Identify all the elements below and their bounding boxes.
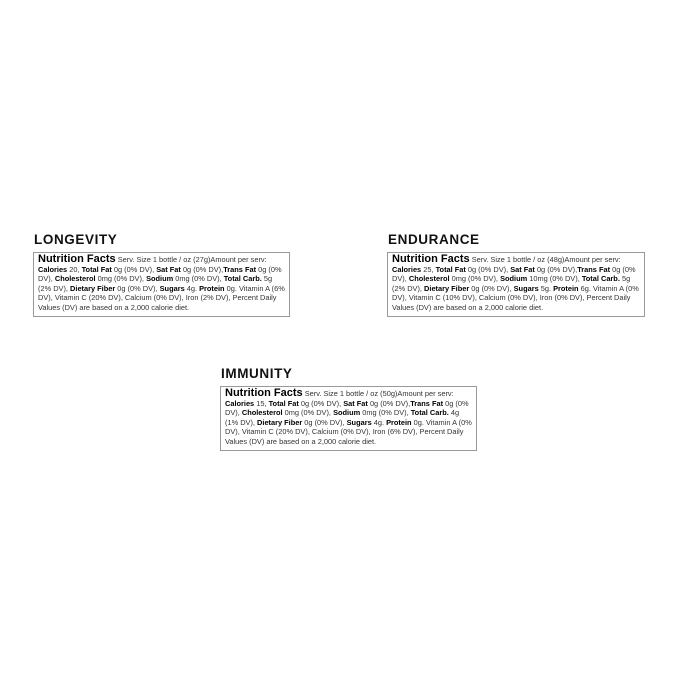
product-title: LONGEVITY: [34, 232, 118, 247]
cholesterol-value: 0mg (0% DV),: [451, 274, 498, 284]
total-fat-label: Total Fat: [81, 264, 112, 274]
dietary-fiber-label: Dietary Fiber: [424, 283, 470, 293]
cholesterol-value: 0mg (0% DV),: [284, 408, 331, 418]
protein-value: 6g. Vitamin A (0% DV), Vitamin C (10% DV), Calcium (0% DV), Iron (0% DV), Percent Daily Values (DV) are based on a 2,000 calorie diet.: [392, 283, 639, 312]
sat-fat-value: 0g (0% DV),: [536, 264, 578, 274]
dietary-fiber-value: 0g (0% DV),: [471, 283, 512, 293]
sat-fat-label: Sat Fat: [343, 398, 368, 408]
serving-size: Serv. Size 1 bottle / oz (50g)Amount per serv:: [304, 389, 454, 398]
calories-value: 15: [256, 398, 265, 408]
sodium-value: 0mg (0% DV),: [175, 274, 222, 284]
sodium-label: Sodium: [333, 408, 361, 418]
cholesterol-label: Cholesterol: [54, 274, 96, 284]
nutrition-heading: Nutrition Facts: [225, 387, 303, 399]
total-carb-label: Total Carb.: [581, 274, 620, 284]
nutrition-panel: Nutrition Facts Serv. Size 1 bottle / oz (27g)Amount per serv: Calories 20, Total Fat 0g (0% DV), Sat Fat 0g (0% DV),Trans Fat 0g (0% DV), Cholesterol 0mg (0% DV), Sodium 0mg (0% DV), Total Carb. 5g (2% DV), Dietary Fiber 0g (0% DV), Sugars 4g. Protein 0g. Vitamin A (6% DV), Vitamin C (20% DV), Calcium (0% DV), Iron (2% DV), Percent Daily Values (DV) are based on a 2,000 calorie diet.: [33, 252, 290, 317]
dietary-fiber-value: 0g (0% DV),: [304, 417, 345, 427]
product-endurance: [387, 232, 645, 317]
sugars-value: 5g.: [540, 283, 552, 293]
trans-fat-value: 0g (0% DV),: [392, 264, 636, 284]
product-immunity: [220, 366, 477, 451]
trans-fat-value: 0g (0% DV),: [38, 264, 282, 284]
total-carb-value: 4g (1% DV),: [225, 408, 460, 427]
total-fat-label: Total Fat: [435, 264, 466, 274]
total-carb-value: 5g (2% DV),: [392, 274, 631, 293]
total-carb-value: 5g (2% DV),: [38, 274, 273, 293]
dietary-fiber-value: 0g (0% DV),: [117, 283, 158, 293]
sodium-label: Sodium: [500, 274, 528, 284]
cholesterol-value: 0mg (0% DV),: [97, 274, 144, 284]
product-longevity: [33, 232, 290, 317]
total-carb-label: Total Carb.: [410, 408, 449, 418]
cholesterol-label: Cholesterol: [408, 274, 450, 284]
serving-size: Serv. Size 1 bottle / oz (27g)Amount per serv:: [117, 255, 267, 264]
trans-fat-value: 0g (0% DV),: [225, 398, 469, 418]
calories-label: Calories: [38, 264, 68, 274]
nutrition-heading: Nutrition Facts: [392, 253, 470, 265]
trans-fat-label: Trans Fat: [577, 264, 611, 274]
sugars-value: 4g.: [373, 417, 385, 427]
sodium-label: Sodium: [146, 274, 174, 284]
sodium-value: 0mg (0% DV),: [362, 408, 409, 418]
sat-fat-label: Sat Fat: [156, 264, 181, 274]
product-title: IMMUNITY: [221, 366, 293, 381]
total-fat-value: 0g (0% DV),: [300, 398, 342, 408]
nutrition-panel: Nutrition Facts Serv. Size 1 bottle / oz (48g)Amount per serv: Calories 25, Total Fat 0g (0% DV), Sat Fat 0g (0% DV),Trans Fat 0g (0% DV), Cholesterol 0mg (0% DV), Sodium 10mg (0% DV), Total Carb. 5g (2% DV), Dietary Fiber 0g (0% DV), Sugars 5g. Protein 6g. Vitamin A (0% DV), Vitamin C (10% DV), Calcium (0% DV), Iron (0% DV), Percent Daily Values (DV) are based on a 2,000 calorie diet.: [387, 252, 645, 317]
total-fat-value: 0g (0% DV),: [113, 264, 155, 274]
protein-label: Protein: [386, 417, 412, 427]
sugars-label: Sugars: [513, 283, 539, 293]
calories-label: Calories: [225, 398, 255, 408]
calories-value: 25: [423, 264, 432, 274]
nutrition-panel: Nutrition Facts Serv. Size 1 bottle / oz (50g)Amount per serv: Calories 15, Total Fat 0g (0% DV), Sat Fat 0g (0% DV),Trans Fat 0g (0% DV), Cholesterol 0mg (0% DV), Sodium 0mg (0% DV), Total Carb. 4g (1% DV), Dietary Fiber 0g (0% DV), Sugars 4g. Protein 0g. Vitamin A (0% DV), Vitamin C (20% DV), Calcium (0% DV), Iron (6% DV), Percent Daily Values (DV) are based on a 2,000 calorie diet.: [220, 386, 477, 451]
nutrition-heading: Nutrition Facts: [38, 253, 116, 265]
sugars-label: Sugars: [159, 283, 185, 293]
total-fat-label: Total Fat: [268, 398, 299, 408]
sat-fat-value: 0g (0% DV),: [182, 264, 224, 274]
cholesterol-label: Cholesterol: [241, 408, 283, 418]
sat-fat-label: Sat Fat: [510, 264, 535, 274]
total-carb-label: Total Carb.: [223, 274, 262, 284]
calories-value: 20: [69, 264, 78, 274]
trans-fat-label: Trans Fat: [223, 264, 257, 274]
sodium-value: 10mg (0% DV),: [529, 274, 580, 284]
sugars-label: Sugars: [346, 417, 372, 427]
sat-fat-value: 0g (0% DV),: [369, 398, 411, 408]
protein-value: 0g. Vitamin A (0% DV), Vitamin C (20% DV), Calcium (0% DV), Iron (6% DV), Percent Daily Values (DV) are based on a 2,000 calorie diet.: [225, 417, 472, 446]
serving-size: Serv. Size 1 bottle / oz (48g)Amount per serv:: [471, 255, 621, 264]
total-fat-value: 0g (0% DV),: [467, 264, 509, 274]
protein-value: 0g. Vitamin A (6% DV), Vitamin C (20% DV), Calcium (0% DV), Iron (2% DV), Percent Daily Values (DV) are based on a 2,000 calorie diet.: [38, 283, 285, 312]
product-title: ENDURANCE: [388, 232, 480, 247]
trans-fat-label: Trans Fat: [410, 398, 444, 408]
protein-label: Protein: [553, 283, 579, 293]
calories-label: Calories: [392, 264, 422, 274]
dietary-fiber-label: Dietary Fiber: [70, 283, 116, 293]
protein-label: Protein: [199, 283, 225, 293]
sugars-value: 4g.: [186, 283, 198, 293]
dietary-fiber-label: Dietary Fiber: [257, 417, 303, 427]
